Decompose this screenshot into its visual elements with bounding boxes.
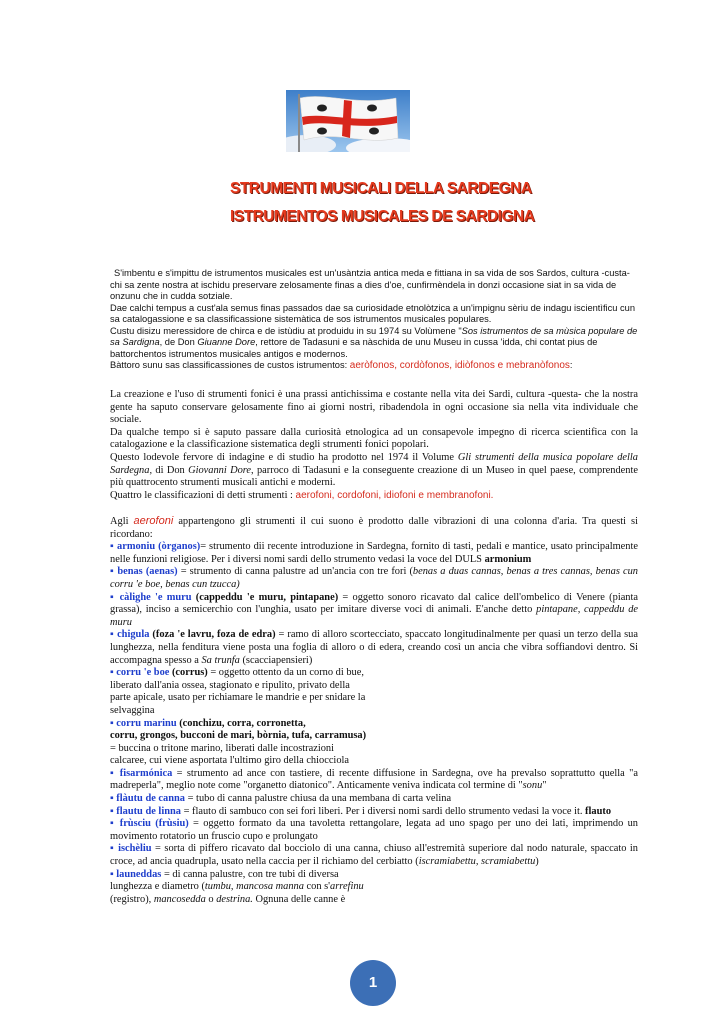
entry-caliche: ▪ càlighe 'e muru (cappeddu 'e muru, pintapane) = oggetto sonoro ricavato dal calice dell'ombelico di Venere (pianta grassa), inciso a semicerchio con l'unghia, usato per imitare diverse voci di animali. E'anche detto pintapane, cappeddu de muru: [110, 591, 639, 628]
italian-paragraph: La creazione e l'uso di strumenti fonici è una prassi antichissima e costante nella vita dei Sardi, cultura -questa- che la nostra gente ha saputo conservare gelosamente fino ai giorni nostri, ribadendola in ogni occasione sia nella vita individuale che sociale.: [110, 389, 638, 426]
italian-paragraph: Quattro le classificazioni di detti strumenti : aerofoni, cordofoni, idiofoni e membranofoni.: [110, 489, 494, 501]
entry-chigula: ▪ chigula (foza 'e lavru, foza de edra) = ramo di alloro scortecciato, spaccato longitudinalmente per quasi un terzo della sua lunghezza, nella fenditura viene posta una foglia di alloro o di edera, creando così un ancia che vibra soffiandovi dentro. Si accompagna spesso a Sa trunfa (scacciapensieri): [110, 629, 638, 666]
sardinian-paragraph: Custu disizu meressidore de chirca e de istùdiu at produidu in su 1974 su Volùmene "Sos istrumentos de sa mùsica populare de sa Sardigna, de Don Giuanne Dore, rettore de Tadasuni e sa nàschida de unu Museu in cussa 'idda, chi contat pius de battorchentos istrumentos musicales antigos e modernos.: [110, 325, 638, 359]
entry-corru-marinu: ▪ corru marinu (conchizu, corra, corronetta, corru, grongos, bucconi de mari, bòrnia, tufa, carramusa) = buccina o tritone marino, liberati dalle incostrazioni calcaree, cui viene asportata l'ultimo giro della chiocciola: [110, 717, 367, 767]
sardinian-flag-image: [286, 90, 410, 152]
entry-benas: ▪ benas (aenas) = strumento di canna palustre ad un'ancia con tre fori (benas a duas cannas, benas a tres cannas, benas cun corru 'e boe, benas cun tzucca): [110, 566, 638, 590]
sardinian-text: [110, 268, 638, 372]
aerofoni-intro: Agli aerofoni appartengono gli strumenti il cui suono è prodotto dalle vibrazioni di una colonna d'aria. Tra questi si ricordano:: [110, 515, 638, 540]
title-italian: STRUMENTI MUSICALI DELLA SARDEGNA: [230, 180, 532, 197]
page-number-badge: 1: [350, 960, 396, 1006]
italian-paragraph: Questo lodevole fervore di indagine e di studio ha prodotto nel 1974 il Volume Gli strumenti della musica popolare della Sardegna, di Don Giovanni Dore, parroco di Tadasuni e la conseguente creazione di un Museo in quel paese, comprendente più quattrocento strumenti musicali antichi e moderni.: [110, 451, 638, 489]
italian-paragraph: Da qualche tempo si è saputo passare dalla curiosità etnologica ad un consapevole impegno di ricerca scientifica con la catalogazione e la classificazione sistematica degli strumenti fonici popolari.: [110, 426, 638, 451]
title-sardinian: ISTRUMENTOS MUSICALES DE SARDIGNA: [230, 208, 535, 225]
instrument-list: [110, 515, 638, 906]
entry-ischeliu: ▪ ischèliu = sorta di piffero ricavato dal bocciolo di una canna, chiuso all'estremità superiore dal nodo naturale, spaccato in croce, ad ancia quadrupla, usato nella caccia per il richiamo del cerbiatto (iscramiabettu, scramiabettu): [110, 843, 638, 868]
sardinian-paragraph: Bàttoro sunu sas classificassiones de custos istrumentos: aeròfonos, cordòfonos, idiòfonos e mebranòfonos:: [110, 360, 573, 371]
entry-launeddas: ▪ launeddas = di canna palustre, con tre tubi di diversa lunghezza e diametro (tumbu, mancosa manna con s'arrefinu (registro), mancosedda o destrina. Ognuna delle canne è: [110, 868, 364, 905]
italian-intro: [110, 389, 638, 502]
entry-flautu-canna: ▪ flàutu de canna = tubo di canna palustre chiusa da una membana di carta velina: [110, 793, 452, 805]
sardinian-paragraph: Dae calchi tempus a cust'ala semus finas passados dae sa curiosidade etnolòtzica a un'impignu sèriu de indagu iscientìficu cun sa catalogassione e sa classificassione sistemàtica de sos istrumentos musicales populares.: [110, 302, 635, 324]
entry-armoniu: ▪ armoniu (òrganos)= strumento dii recente introduzione in Sardegna, fornito di tasti, pedali e mantice, usato principalmente nelle funzioni religiose. Per i diversi nomi sardi dello strumento vedasi la voce del DULS armonium: [110, 541, 638, 565]
entry-fruscu: ▪ frùsciu (frùsiu) = oggetto formato da una tavoletta rettangolare, legata ad uno spago per uno dei lati, imprimendo un movimento rotatorio un fruscio cupo e prolungato: [110, 818, 638, 842]
entry-fisarmonica: ▪ fisarmónica = strumento ad ance con tastiere, di recente diffusione in Sardegna, ove ha prevalso soprattutto quella "a madreperla", meglio note come "organetto diatonico". Anticamente veniva indicata col termine di "sonu": [110, 767, 638, 792]
entry-corru-boe: ▪ corru 'e boe (corrus) = oggetto ottento da un corno di bue, liberato dall'ania ossea, stagionato e ripulito, privato della parte apicale, usato per richiamare le mandrie e per snidare la selvaggina: [110, 667, 366, 716]
sardinian-paragraph: S'imbentu e s'impittu de istrumentos musicales est un'usàntzia antica meda e fittiana in sa vida de sos Sardos, cultura -custa- chi sa zente nostra at ischidu preservare zelosamente finas a dies d'oe, cunfirmèndela in donzi occasione siat in sa vida de onzunu che in cudda sotziale.: [110, 268, 630, 301]
entry-flautu-linna: ▪ flautu de linna = flauto di sambuco con sei fori liberi. Per i diversi nomi sardi dello strumento vedasi la voce it. flauto: [110, 805, 612, 817]
